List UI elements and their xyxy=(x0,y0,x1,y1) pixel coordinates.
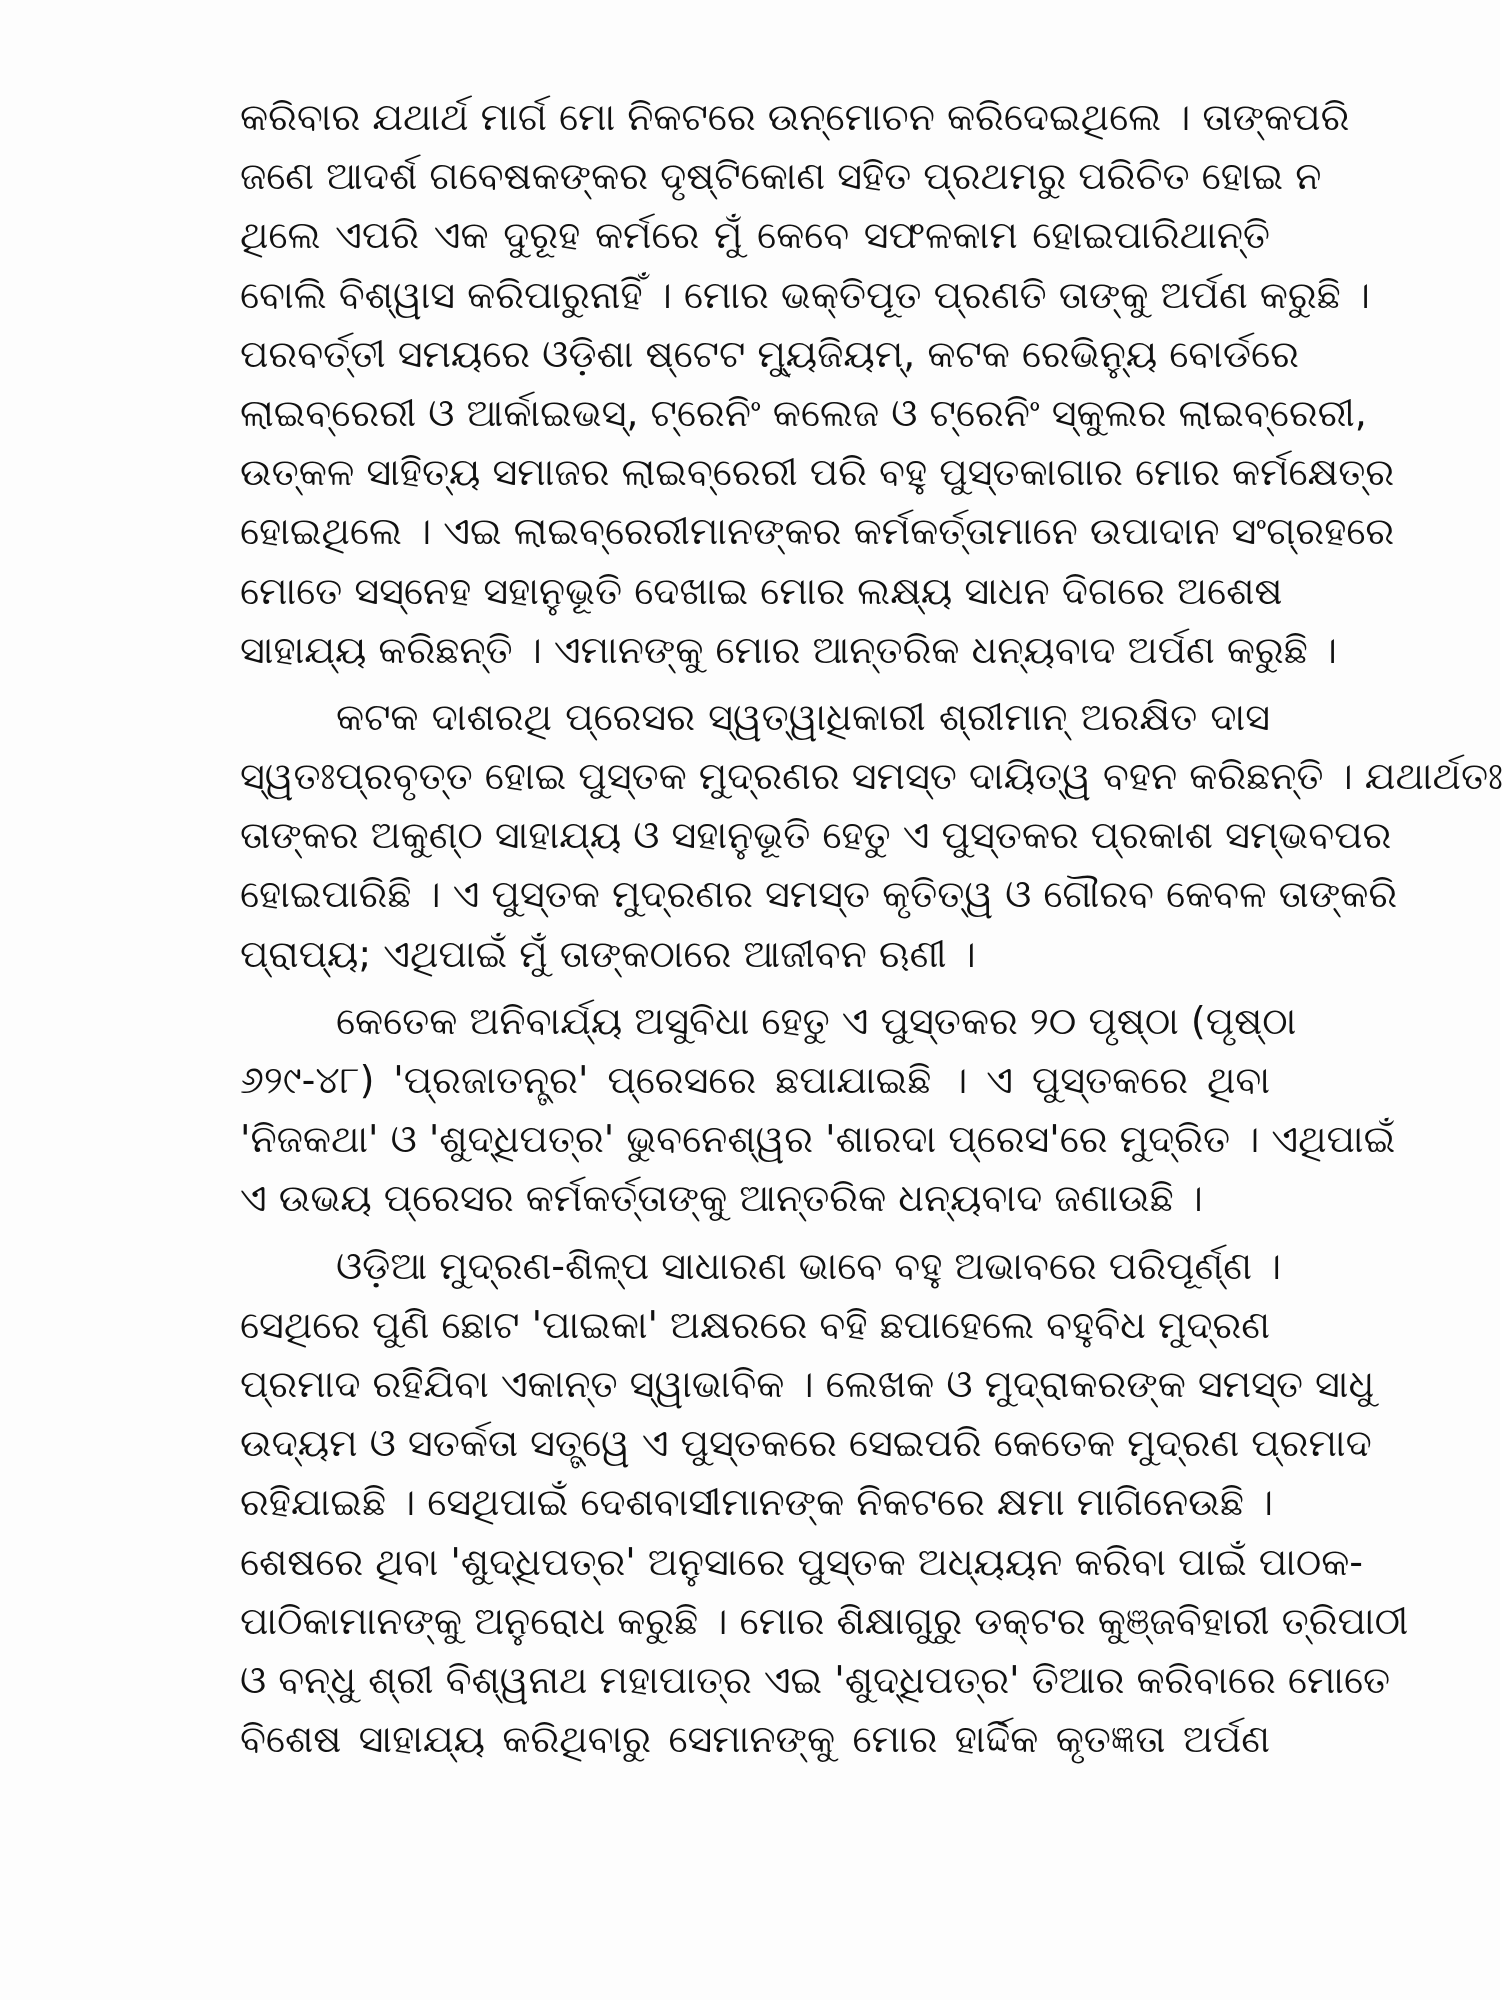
text-line: ବୋଲି ବିଶ୍ୱାସ କରିପାରୁନାହିଁ । ମୋର ଭକ୍ତିପୂତ ପ୍ରଣତି ତାଙ୍କୁ ଅର୍ପଣ କରୁଛି । xyxy=(240,272,1370,317)
text-line: କେତେକ ଅନିବାର୍ଯ୍ୟ ଅସୁବିଧା ହେତୁ ଏ ପୁସ୍ତକର ୨୦ ପୃଷ୍ଠା (ପୃଷ୍ଠା xyxy=(336,998,1297,1043)
text-line: ପ୍ରମାଦ ରହିଯିବା ଏକାନ୍ତ ସ୍ୱାଭାବିକ । ଲେଖକ ଓ ମୁଦ୍ରାକରଙ୍କ ସମସ୍ତ ସାଧୁ xyxy=(240,1361,1375,1406)
text-line: ଲାଇବ୍ରେରୀ ଓ ଆର୍କାଇଭସ୍, ଟ୍ରେନିଂ କଲେଜ ଓ ଟ୍ରେନିଂ ସ୍କୁଲର ଲାଇବ୍ରେରୀ, xyxy=(240,390,1367,435)
paragraph-gap xyxy=(240,984,1270,992)
text-line: 'ନିଜକଥା' ଓ 'ଶୁଦ୍ଧିପତ୍ର' ଭୁବନେଶ୍ୱର 'ଶାରଦା ପ୍ରେସ'ରେ ମୁଦ୍ରିତ । ଏଥିପାଇଁ xyxy=(240,1117,1396,1162)
text-line: ଥିଲେ ଏପରି ଏକ ଦୁରୂହ କର୍ମରେ ମୁଁ କେବେ ସଫଳକାମ ହୋଇପାରିଥାନ୍ତି xyxy=(240,213,1270,258)
text-line: କରିବାର ଯଥାର୍ଥ ମାର୍ଗ ମୋ ନିକଟରେ ଉନ୍ମୋଚନ କରିଦେଇଥିଲେ । ତାଙ୍କପରି xyxy=(240,95,1350,139)
text-line: ଏ ଉଭୟ ପ୍ରେସର କର୍ମକର୍ତ୍ତାଙ୍କୁ ଆନ୍ତରିକ ଧନ୍ୟବାଦ ଜଣାଉଛି । xyxy=(240,1176,1203,1221)
text-line: ଉଦ୍ୟମ ଓ ସତର୍କତା ସତ୍ତ୍ୱେ ଏ ପୁସ୍ତକରେ ସେଇପରି କେତେକ ମୁଦ୍ରଣ ପ୍ରମାଦ xyxy=(240,1421,1372,1466)
text-line: ସେଥିରେ ପୁଣି ଛୋଟ 'ପାଇକା' ଅକ୍ଷରରେ ବହି ଛପାହେଲେ ବହୁବିଧ ମୁଦ୍ରଣ xyxy=(240,1302,1271,1347)
text-line: ତାଙ୍କର ଅକୁଣ୍ଠ ସାହାଯ୍ୟ ଓ ସହାନୁଭୂତି ହେତୁ ଏ ପୁସ୍ତକର ପ୍ରକାଶ ସମ୍ଭବପର xyxy=(240,813,1392,858)
paragraph-gap xyxy=(240,1229,1270,1237)
text-line: ସାହାଯ୍ୟ କରିଛନ୍ତି । ଏମାନଙ୍କୁ ମୋର ଆନ୍ତରିକ ଧନ୍ୟବାଦ ଅର୍ପଣ କରୁଛି । xyxy=(240,627,1337,672)
text-line: ପ୍ରାପ୍ୟ; ଏଥିପାଇଁ ମୁଁ ତାଙ୍କଠାରେ ଆଜୀବନ ଋଣୀ । xyxy=(240,931,976,976)
paragraph-2 xyxy=(240,688,1503,984)
text-line: ପାଠିକାମାନଙ୍କୁ ଅନୁରୋଧ କରୁଛି । ମୋର ଶିକ୍ଷାଗୁରୁ ଡକ୍ଟର କୁଞ୍ଜବିହାରୀ ତ୍ରିପାଠୀ xyxy=(240,1598,1409,1643)
text-line: ମୋତେ ସସ୍ନେହ ସହାନୁଭୂତି ଦେଖାଇ ମୋର ଲକ୍ଷ୍ୟ ସାଧନ ଦିଗରେ ଅଶେଷ xyxy=(240,568,1283,613)
paragraph-gap xyxy=(240,680,1270,688)
text-line: କଟକ ଦାଶରଥି ପ୍ରେସର ସ୍ୱତ୍ୱାଧିକାରୀ ଶ୍ରୀମାନ୍ ଅରକ୍ଷିତ ଦାସ xyxy=(336,694,1270,739)
text-line: ହୋଇଥିଲେ । ଏଇ ଲାଇବ୍ରେରୀମାନଙ୍କର କର୍ମକର୍ତ୍ତାମାନେ ଉପାଦାନ ସଂଗ୍ରହରେ xyxy=(240,509,1395,554)
body-text xyxy=(240,88,1503,1769)
text-line: ଜଣେ ଆଦର୍ଶ ଗବେଷକଙ୍କର ଦୃଷ୍ଟିକୋଣ ସହିତ ପ୍ରଥମରୁ ପରିଚିତ ହୋଇ ନ xyxy=(240,154,1322,199)
text-line: ଶେଷରେ ଥିବା 'ଶୁଦ୍ଧିପତ୍ର' ଅନୁସାରେ ପୁସ୍ତକ ଅଧ୍ୟୟନ କରିବା ପାଇଁ ପାଠକ- xyxy=(240,1539,1364,1584)
paragraph-1 xyxy=(240,88,1395,680)
text-line: ଉତ୍କଳ ସାହିତ୍ୟ ସମାଜର ଲାଇବ୍ରେରୀ ପରି ବହୁ ପୁସ୍ତକାଗାର ମୋର କର୍ମକ୍ଷେତ୍ର xyxy=(240,450,1395,495)
paragraph-3 xyxy=(240,992,1396,1229)
paragraph-4 xyxy=(240,1237,1409,1770)
text-line: ରହିଯାଇଛି । ସେଥିପାଇଁ ଦେଶବାସୀମାନଙ୍କ ନିକଟରେ କ୍ଷମା ମାଗିନେଉଛି । xyxy=(240,1480,1274,1525)
text-line: ପରବର୍ତ୍ତୀ ସମୟରେ ଓଡ଼ିଶା ଷ୍ଟେଟ ମ୍ୟୁଜିୟମ୍, କଟକ ରେଭିନ୍ୟୁ ବୋର୍ଡରେ xyxy=(240,331,1299,376)
text-line: ସ୍ୱତଃପ୍ରବୃତ୍ତ ହୋଇ ପୁସ୍ତକ ମୁଦ୍ରଣର ସମସ୍ତ ଦାୟିତ୍ୱ ବହନ କରିଛନ୍ତି । ଯଥାର୍ଥତଃ xyxy=(240,754,1503,799)
text-line: ଓଡ଼ିଆ ମୁଦ୍ରଣ-ଶିଳ୍ପ ସାଧାରଣ ଭାବେ ବହୁ ଅଭାବରେ ପରିପୂର୍ଣ୍ଣ । xyxy=(336,1243,1282,1288)
text-line: ଓ ବନ୍ଧୁ ଶ୍ରୀ ବିଶ୍ୱନାଥ ମହାପାତ୍ର ଏଇ 'ଶୁଦ୍ଧିପତ୍ର' ତିଆର କରିବାରେ ମୋତେ xyxy=(240,1657,1391,1702)
text-line: ହୋଇପାରିଛି । ଏ ପୁସ୍ତକ ମୁଦ୍ରଣର ସମସ୍ତ କୃତିତ୍ୱ ଓ ଗୌରବ କେବଳ ତାଙ୍କରି xyxy=(240,872,1398,917)
text-line: ବିଶେଷ ସାହାଯ୍ୟ କରିଥିବାରୁ ସେମାନଙ୍କୁ ମୋର ହାର୍ଦ୍ଦିକ କୃତଜ୍ଞତା ଅର୍ପଣ xyxy=(240,1717,1270,1762)
text-line: ୬୨୯-୪୮) 'ପ୍ରଜାତନ୍ତ୍ର' ପ୍ରେସରେ ଛପାଯାଇଛି । ଏ ପୁସ୍ତକରେ ଥିବା xyxy=(240,1058,1270,1102)
